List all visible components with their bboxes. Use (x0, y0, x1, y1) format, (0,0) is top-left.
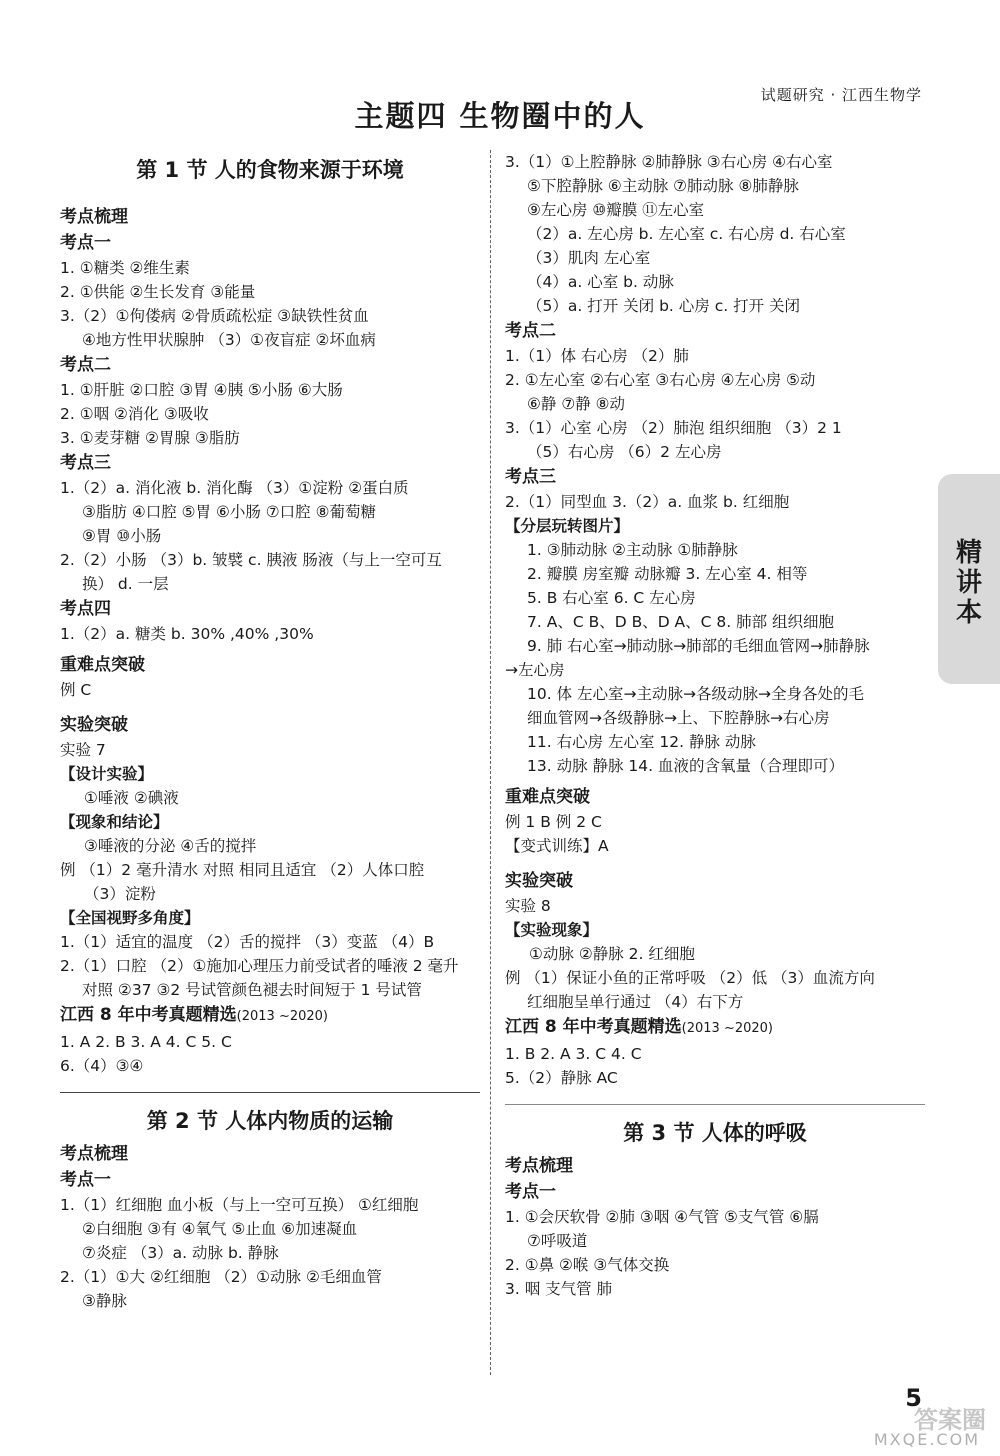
answer-line: ⑨左心房 ⑩瓣膜 ⑪左心室 (527, 201, 705, 219)
section-2-title: 第 2 节 人体内物质的运输 (146, 1109, 394, 1133)
answer-line: 9. 肺 右心室→肺动脉→肺部的毛细血管网→肺静脉 (527, 637, 870, 655)
answer-line: 13. 动脉 静脉 14. 血液的含氧量（合理即可） (527, 757, 845, 775)
jiangxi-exams-label: 江西 8 年中考真题精选 (505, 1017, 682, 1037)
answer-line: 2. ①左心室 ②右心室 ③右心房 ④左心房 ⑤动 (505, 371, 816, 389)
heading-kaodian-shuli: 考点梳理 (60, 207, 128, 227)
subheading-phenomenon: 【实验现象】 (505, 921, 599, 939)
answer-line: 实验 7 (60, 741, 106, 759)
answer-line: ⑦呼吸道 (527, 1232, 588, 1250)
heading-point-2: 考点二 (60, 355, 111, 375)
answer-line: →左心房 (505, 661, 565, 679)
subheading-layered-images: 【分层玩转图片】 (505, 517, 630, 535)
answer-line: ⑥静 ⑦静 ⑧动 (527, 395, 626, 413)
answer-line: 5. B 右心室 6. C 左心房 (527, 589, 696, 607)
answer-line: 3. ①麦芽糖 ②胃腺 ③脂肪 (60, 429, 240, 447)
answer-line: 细血管网→各级静脉→上、下腔静脉→右心房 (527, 709, 830, 727)
answer-line: 2. ①供能 ②生长发育 ③能量 (60, 283, 256, 301)
answer-line: 6.（4）③④ (60, 1057, 144, 1075)
answer-line: 3.（2）①佝偻病 ②骨质疏松症 ③缺铁性贫血 (60, 307, 369, 325)
answer-line: 2.（2）小肠 （3）b. 皱襞 c. 胰液 肠液（与上一空可互 (60, 551, 442, 569)
answer-line: 1.（2）a. 消化液 b. 消化酶 （3）①淀粉 ②蛋白质 (60, 479, 409, 497)
answer-line: 换） d. 一层 (82, 575, 169, 593)
answer-line: 1.（1）适宜的温度 （2）舌的搅拌 （3）变蓝 （4）B (60, 933, 435, 951)
answer-line: ⑦炎症 （3）a. 动脉 b. 静脉 (82, 1244, 279, 1262)
answer-line: 1. ①糖类 ②维生素 (60, 259, 190, 277)
right-column (505, 150, 925, 1301)
answer-line: ③唾液的分泌 ④舌的搅拌 (84, 837, 257, 855)
answer-line: ④地方性甲状腺肿 （3）①夜盲症 ②坏血病 (82, 331, 376, 349)
heading-jiangxi-exams (60, 1002, 480, 1030)
answer-line: 对照 ②37 ③2 号试管颜色褪去时间短于 1 号试管 (82, 981, 422, 999)
heading-kaodian-shuli: 考点梳理 (505, 1156, 573, 1176)
answer-line: 1.（2）a. 糖类 b. 30% ,40% ,30% (60, 625, 314, 643)
answer-line: 2.（1）同型血 3.（2）a. 血浆 b. 红细胞 (505, 493, 790, 511)
answer-line: ①唾液 ②碘液 (84, 789, 179, 807)
subheading-design: 【设计实验】 (60, 765, 154, 783)
heading-experiment: 实验突破 (505, 871, 573, 891)
answer-line: 例 （1）2 毫升清水 对照 相同且适宜 （2）人体口腔 (60, 861, 425, 879)
heading-key-points: 重难点突破 (505, 787, 590, 807)
answer-line: 3. 咽 支气管 肺 (505, 1280, 613, 1298)
answer-line: 1. ①肝脏 ②口腔 ③胃 ④胰 ⑤小肠 ⑥大肠 (60, 381, 343, 399)
answer-line: 红细胞呈单行通过 （4）右下方 (527, 993, 744, 1011)
section-3-title: 第 3 节 人体的呼吸 (623, 1121, 807, 1145)
answer-line: 实验 8 (505, 897, 551, 915)
section-divider (505, 1104, 925, 1105)
answer-line: 5.（2）静脉 AC (505, 1069, 618, 1087)
watermark-url: MXQE.COM (873, 1430, 980, 1449)
heading-point-1: 考点一 (60, 233, 111, 253)
answer-line: 1. ①会厌软骨 ②肺 ③咽 ④气管 ⑤支气管 ⑥膈 (505, 1208, 819, 1226)
running-header: 试题研究 · 江西生物学 (760, 86, 922, 104)
answer-line: （2）a. 左心房 b. 左心室 c. 右心房 d. 右心室 (527, 225, 846, 243)
answer-line: 2. ①鼻 ②喉 ③气体交换 (505, 1256, 670, 1274)
answer-line: 2.（1）口腔 （2）①施加心理压力前受试者的唾液 2 毫升 (60, 957, 459, 975)
heading-kaodian-shuli: 考点梳理 (60, 1144, 128, 1164)
answer-line: 2. 瓣膜 房室瓣 动脉瓣 3. 左心室 4. 相等 (527, 565, 808, 583)
heading-point-2: 考点二 (505, 321, 556, 341)
answer-line: （5）a. 打开 关闭 b. 心房 c. 打开 关闭 (527, 297, 800, 315)
watermark-logo: 答案圈 (914, 1406, 986, 1434)
answer-line: 2.（1）①大 ②红细胞 （2）①动脉 ②毛细血管 (60, 1268, 382, 1286)
answer-line: 3.（1）心室 心房 （2）肺泡 组织细胞 （3）2 1 (505, 419, 842, 437)
answer-line: 例 1 B 例 2 C (505, 813, 602, 831)
left-column (60, 150, 480, 1313)
answer-line: 1.（1）红细胞 血小板（与上一空可互换） ①红细胞 (60, 1196, 419, 1214)
answer-line: （4）a. 心室 b. 动脉 (527, 273, 674, 291)
answer-line: 10. 体 左心室→主动脉→各级动脉→全身各处的毛 (527, 685, 864, 703)
answer-line: ⑤下腔静脉 ⑥主动脉 ⑦肺动脉 ⑧肺静脉 (527, 177, 799, 195)
answer-line: ⑨胃 ⑩小肠 (82, 527, 162, 545)
answer-line: 7. A、C B、D B、D A、C 8. 肺部 组织细胞 (527, 613, 835, 631)
answer-line: 2. ①咽 ②消化 ③吸收 (60, 405, 209, 423)
answer-line: 1.（1）体 右心房 （2）肺 (505, 347, 689, 365)
heading-point-1: 考点一 (60, 1170, 111, 1190)
jiangxi-exams-years: (2013 ~2020) (236, 1009, 329, 1024)
answer-line: 例 C (60, 681, 92, 699)
heading-jiangxi-exams (505, 1014, 925, 1042)
answer-line: ③静脉 (82, 1292, 127, 1310)
subheading-national: 【全国视野多角度】 (60, 909, 200, 927)
section-1-title: 第 1 节 人的食物来源于环境 (136, 158, 404, 182)
answer-line: ②白细胞 ③有 ④氧气 ⑤止血 ⑥加速凝血 (82, 1220, 358, 1238)
answer-line: （5）右心房 （6）2 左心房 (527, 443, 722, 461)
page-title: 主题四 生物圈中的人 (354, 99, 646, 133)
answer-line: 1. A 2. B 3. A 4. C 5. C (60, 1033, 232, 1051)
answer-line: 3.（1）①上腔静脉 ②肺静脉 ③右心房 ④右心室 (505, 153, 833, 171)
side-tab-label: 精讲本 (955, 538, 982, 628)
heading-point-4: 考点四 (60, 599, 111, 619)
answer-line: ①动脉 ②静脉 2. 红细胞 (529, 945, 695, 963)
heading-point-1: 考点一 (505, 1182, 556, 1202)
heading-point-3: 考点三 (505, 467, 556, 487)
answer-line: 1. B 2. A 3. C 4. C (505, 1045, 642, 1063)
answer-line: 11. 右心房 左心室 12. 静脉 动脉 (527, 733, 756, 751)
jiangxi-exams-label: 江西 8 年中考真题精选 (60, 1005, 237, 1025)
heading-experiment: 实验突破 (60, 715, 128, 735)
column-divider (490, 150, 491, 1375)
page-number: 5 (905, 1384, 922, 1412)
answer-line: （3）肌肉 左心室 (527, 249, 651, 267)
answer-line: （3）淀粉 (84, 885, 156, 903)
subheading-phenomenon: 【现象和结论】 (60, 813, 169, 831)
heading-point-3: 考点三 (60, 453, 111, 473)
section-divider (60, 1092, 480, 1093)
heading-key-points: 重难点突破 (60, 655, 145, 675)
answer-line: 例 （1）保证小鱼的正常呼吸 （2）低 （3）血流方向 (505, 969, 875, 987)
answer-line: ③脂肪 ④口腔 ⑤胃 ⑥小肠 ⑦口腔 ⑧葡萄糖 (82, 503, 377, 521)
jiangxi-exams-years: (2013 ~2020) (681, 1021, 774, 1036)
answer-line: 1. ③肺动脉 ②主动脉 ①肺静脉 (527, 541, 738, 559)
answer-line: 【变式训练】A (505, 837, 609, 855)
